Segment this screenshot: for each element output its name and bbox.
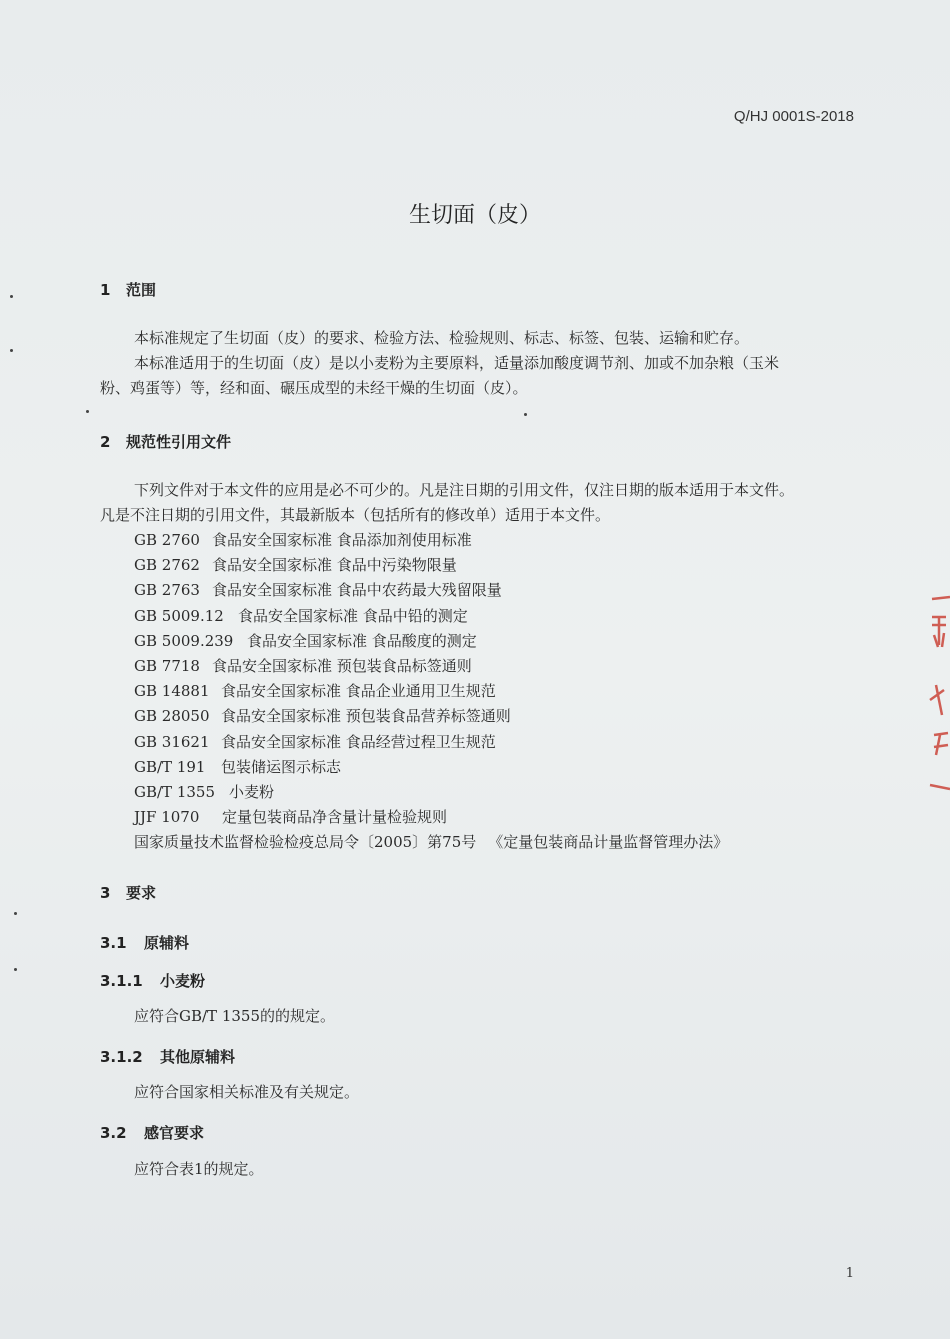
reference-item [134, 553, 728, 578]
section-3-1-2-heading [100, 1046, 235, 1067]
scan-speck [14, 968, 17, 971]
reference-code: GB 14881 [134, 682, 210, 701]
reference-item [134, 528, 728, 553]
standard-code: Q/HJ 0001S-2018 [733, 108, 854, 125]
reference-code: GB 2762 [134, 556, 200, 575]
reference-code: JJF 1070 [134, 808, 200, 827]
section-2-number: 2 [100, 433, 111, 451]
reference-item [134, 755, 728, 780]
reference-item [134, 730, 728, 755]
reference-code: GB 2763 [134, 581, 200, 600]
wheat-flour-requirement: 应符合GB/T 1355的的规定。 [134, 1007, 336, 1025]
section-3-1-2-number: 3.1.2 [100, 1048, 143, 1066]
normative-references-list [134, 528, 728, 855]
reference-code: GB 5009.239 [134, 631, 234, 650]
section-3-1-1-number: 3.1.1 [100, 972, 143, 990]
scope-paragraph-2-line-1: 本标准适用于的生切面（皮）是以小麦粉为主要原料，适量添加酸度调节剂、加或不加杂粮（玉米 [134, 354, 780, 372]
other-materials-requirement: 应符合国家相关标准及有关规定。 [134, 1083, 360, 1101]
section-3-1-2-title: 其他原辅料 [160, 1048, 236, 1066]
reference-item [134, 604, 728, 629]
section-3-1-title: 原辅料 [144, 934, 190, 952]
reference-item [134, 629, 728, 654]
reference-code: GB/T 1355 [134, 782, 216, 801]
reference-code: GB 31621 [134, 732, 210, 751]
scan-speck [10, 295, 13, 298]
page-number: 1 [845, 1266, 854, 1281]
reference-title: 食品安全国家标准 预包装食品标签通则 [212, 656, 472, 675]
section-3-2-title: 感官要求 [144, 1124, 205, 1142]
section-3-1-heading [100, 932, 189, 953]
reference-title: 小麦粉 [229, 782, 275, 801]
reference-title: 《定量包装商品计量监督管理办法》 [488, 833, 729, 852]
scan-speck [524, 413, 527, 416]
section-1-title: 范围 [126, 281, 157, 299]
reference-item [134, 654, 728, 679]
scope-paragraph-1: 本标准规定了生切面（皮）的要求、检验方法、检验规则、标志、标签、包装、运输和贮存。 [134, 329, 750, 347]
section-3-1-1-title: 小麦粉 [160, 972, 206, 990]
reference-code: GB 7718 [134, 656, 200, 675]
reference-item [134, 830, 728, 855]
reference-title: 食品安全国家标准 食品中污染物限量 [212, 556, 457, 575]
section-3-1-number: 3.1 [100, 934, 127, 952]
section-2-heading [100, 431, 231, 452]
references-intro-line-2: 凡是不注日期的引用文件，其最新版本（包括所有的修改单）适用于本文件。 [100, 506, 611, 524]
reference-code: GB/T 191 [134, 757, 206, 776]
section-3-heading [100, 882, 156, 903]
reference-title: 食品安全国家标准 食品经营过程卫生规范 [221, 732, 496, 751]
reference-item [134, 704, 728, 729]
reference-code: GB 5009.12 [134, 606, 224, 625]
section-1-number: 1 [100, 281, 111, 299]
section-2-title: 规范性引用文件 [126, 433, 232, 451]
document-title: 生切面（皮） [408, 203, 541, 228]
reference-title: 包装储运图示标志 [221, 757, 342, 776]
reference-title: 定量包装商品净含量计量检验规则 [222, 808, 448, 827]
reference-item [134, 578, 728, 603]
section-1-heading [100, 279, 156, 300]
scan-speck [86, 410, 89, 413]
reference-title: 食品安全国家标准 食品中铅的测定 [238, 606, 468, 625]
reference-item [134, 679, 728, 704]
scan-speck [14, 912, 17, 915]
section-3-title: 要求 [126, 884, 157, 902]
scope-paragraph-2-line-2: 粉、鸡蛋等）等，经和面、碾压成型的未经干燥的生切面（皮）。 [100, 379, 528, 397]
section-3-1-1-heading [100, 970, 205, 991]
seal-stamp [922, 595, 950, 795]
scan-speck [10, 349, 13, 352]
reference-code: GB 2760 [134, 531, 200, 549]
section-3-2-heading [100, 1122, 204, 1143]
reference-item [134, 805, 728, 830]
references-intro-line-1: 下列文件对于本文件的应用是必不可少的。凡是注日期的引用文件，仅注日期的版本适用于本文件。 [134, 481, 795, 499]
reference-item [134, 780, 728, 805]
reference-title: 食品安全国家标准 食品中农药最大残留限量 [212, 581, 502, 600]
reference-title: 食品安全国家标准 食品企业通用卫生规范 [221, 682, 496, 701]
reference-title: 食品安全国家标准 食品酸度的测定 [247, 631, 477, 650]
reference-title: 食品安全国家标准 预包装食品营养标签通则 [221, 707, 511, 726]
reference-code: 国家质量技术监督检验检疫总局令〔2005〕第75号 [134, 833, 477, 852]
reference-title: 食品安全国家标准 食品添加剂使用标准 [212, 531, 472, 549]
reference-code: GB 28050 [134, 707, 210, 726]
section-3-number: 3 [100, 884, 111, 902]
section-3-2-number: 3.2 [100, 1124, 127, 1142]
sensory-requirement: 应符合表1的规定。 [134, 1160, 264, 1178]
